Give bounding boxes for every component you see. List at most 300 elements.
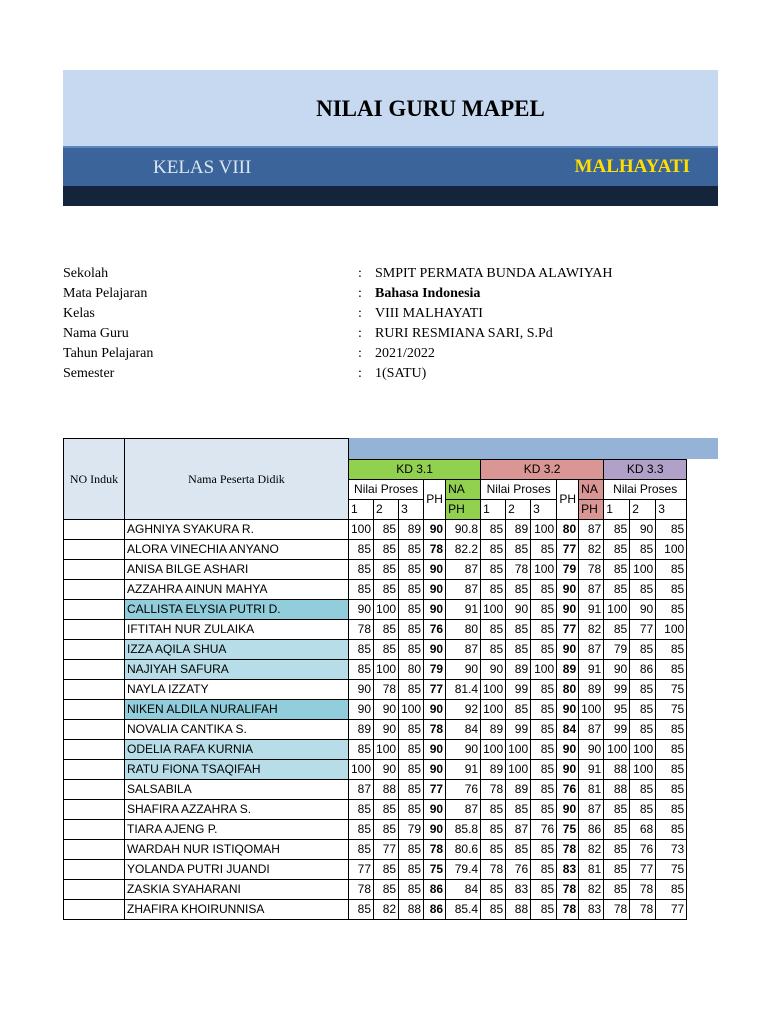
kd-3-1-sub-2: 2 xyxy=(374,500,399,520)
k2-score-cell: 100 xyxy=(531,660,557,680)
k2-score-cell: 89 xyxy=(506,780,531,800)
k1-ph-cell: 86 xyxy=(424,900,446,920)
k2-score-cell: 100 xyxy=(531,560,557,580)
k3-score-cell: 77 xyxy=(656,900,687,920)
info-colon: : xyxy=(358,366,362,381)
student-name: TIARA AJENG P. xyxy=(125,820,349,840)
k1-score-cell: 85 xyxy=(374,640,399,660)
k2-score-cell: 85 xyxy=(481,900,506,920)
student-name: NIKEN ALDILA NURALIFAH xyxy=(125,700,349,720)
k2-score-cell: 89 xyxy=(506,660,531,680)
k2-na-cell: 86 xyxy=(579,820,604,840)
k3-score-cell: 85 xyxy=(630,700,656,720)
k1-score-cell: 85 xyxy=(349,900,374,920)
k2-score-cell: 100 xyxy=(506,740,531,760)
student-name: IFTITAH NUR ZULAIKA xyxy=(125,620,349,640)
k2-na-cell: 100 xyxy=(579,700,604,720)
table-row xyxy=(64,580,687,600)
k2-score-cell: 85 xyxy=(506,840,531,860)
info-colon: : xyxy=(358,266,362,281)
table-row xyxy=(64,860,687,880)
k2-na-cell: 89 xyxy=(579,680,604,700)
k2-score-cell: 100 xyxy=(506,760,531,780)
student-name: SALSABILA xyxy=(125,780,349,800)
k1-score-cell: 85 xyxy=(374,560,399,580)
k2-na-cell: 91 xyxy=(579,660,604,680)
k2-score-cell: 99 xyxy=(506,720,531,740)
k1-ph-cell: 86 xyxy=(424,880,446,900)
k3-score-cell: 95 xyxy=(604,700,630,720)
k1-score-cell: 85 xyxy=(374,580,399,600)
k2-score-cell: 99 xyxy=(506,680,531,700)
k2-score-cell: 89 xyxy=(481,720,506,740)
k3-score-cell: 99 xyxy=(604,680,630,700)
no-induk-cell xyxy=(64,520,125,540)
k2-score-cell: 85 xyxy=(481,820,506,840)
k2-na-cell: 91 xyxy=(579,760,604,780)
student-name: ZASKIA SYAHARANI xyxy=(125,880,349,900)
k2-score-cell: 85 xyxy=(506,540,531,560)
k1-ph-cell: 90 xyxy=(424,820,446,840)
k3-score-cell: 100 xyxy=(630,740,656,760)
k1-ph-cell: 75 xyxy=(424,860,446,880)
kd-3-2-header: KD 3.2 xyxy=(481,460,604,480)
k1-score-cell: 80 xyxy=(399,660,424,680)
k1-score-cell: 85 xyxy=(399,620,424,640)
k2-score-cell: 85 xyxy=(506,620,531,640)
info-value: 1(SATU) xyxy=(375,366,427,381)
k2-score-cell: 85 xyxy=(531,600,557,620)
k1-na-cell: 90 xyxy=(446,660,481,680)
k1-score-cell: 78 xyxy=(374,680,399,700)
no-induk-cell xyxy=(64,600,125,620)
k3-score-cell: 85 xyxy=(656,760,687,780)
k2-ph-cell: 84 xyxy=(557,720,579,740)
k2-na-cell: 78 xyxy=(579,560,604,580)
k1-score-cell: 89 xyxy=(349,720,374,740)
k2-score-cell: 88 xyxy=(506,900,531,920)
k1-score-cell: 85 xyxy=(349,740,374,760)
k1-ph-cell: 78 xyxy=(424,540,446,560)
k2-score-cell: 83 xyxy=(506,880,531,900)
k2-ph-cell: 90 xyxy=(557,760,579,780)
k1-score-cell: 90 xyxy=(374,720,399,740)
k1-score-cell: 85 xyxy=(374,520,399,540)
k1-score-cell: 85 xyxy=(374,620,399,640)
k1-score-cell: 77 xyxy=(374,840,399,860)
k1-ph-cell: 90 xyxy=(424,580,446,600)
k2-score-cell: 100 xyxy=(481,600,506,620)
k2-score-cell: 85 xyxy=(506,580,531,600)
k1-score-cell: 85 xyxy=(374,860,399,880)
k3-score-cell: 90 xyxy=(604,660,630,680)
info-value: RURI RESMIANA SARI, S.Pd xyxy=(375,326,553,341)
k1-ph-cell: 90 xyxy=(424,700,446,720)
no-induk-cell xyxy=(64,880,125,900)
k2-ph-cell: 77 xyxy=(557,540,579,560)
k2-ph-cell: 90 xyxy=(557,700,579,720)
no-induk-cell xyxy=(64,820,125,840)
k2-ph-cell: 80 xyxy=(557,520,579,540)
k3-score-cell: 86 xyxy=(630,660,656,680)
k2-ph-cell: 90 xyxy=(557,640,579,660)
k3-score-cell: 85 xyxy=(656,600,687,620)
k3-score-cell: 85 xyxy=(604,860,630,880)
k2-score-cell: 85 xyxy=(531,640,557,660)
k1-score-cell: 90 xyxy=(349,680,374,700)
page-title: NILAI GURU MAPEL xyxy=(316,96,545,121)
info-value: SMPIT PERMATA BUNDA ALAWIYAH xyxy=(375,266,613,281)
k3-score-cell: 100 xyxy=(656,620,687,640)
k1-score-cell: 78 xyxy=(349,880,374,900)
k2-score-cell: 85 xyxy=(481,620,506,640)
k2-score-cell: 89 xyxy=(506,520,531,540)
k1-score-cell: 90 xyxy=(349,600,374,620)
kd-3-1-sub-1: 1 xyxy=(349,500,374,520)
k1-na-cell: 91 xyxy=(446,600,481,620)
table-row xyxy=(64,660,687,680)
k3-score-cell: 90 xyxy=(630,520,656,540)
k3-score-cell: 100 xyxy=(604,740,630,760)
no-induk-cell xyxy=(64,700,125,720)
k3-score-cell: 75 xyxy=(656,680,687,700)
k1-ph-cell: 77 xyxy=(424,780,446,800)
k3-score-cell: 100 xyxy=(630,760,656,780)
k1-score-cell: 85 xyxy=(374,540,399,560)
k2-na-cell: 87 xyxy=(579,720,604,740)
kd-3-1-sub-3: 3 xyxy=(399,500,424,520)
table-row xyxy=(64,820,687,840)
kd-3-1-nilai-proses: Nilai Proses xyxy=(349,480,424,500)
k1-score-cell: 85 xyxy=(374,820,399,840)
k2-ph-cell: 90 xyxy=(557,580,579,600)
k2-ph-cell: 78 xyxy=(557,900,579,920)
k2-ph-cell: 76 xyxy=(557,780,579,800)
k3-score-cell: 100 xyxy=(604,600,630,620)
k1-na-cell: 87 xyxy=(446,640,481,660)
k2-score-cell: 85 xyxy=(481,840,506,860)
k2-ph-cell: 90 xyxy=(557,740,579,760)
k3-score-cell: 85 xyxy=(604,820,630,840)
student-name: SHAFIRA AZZAHRA S. xyxy=(125,800,349,820)
k2-ph-cell: 90 xyxy=(557,600,579,620)
k2-score-cell: 85 xyxy=(506,800,531,820)
k1-ph-cell: 78 xyxy=(424,720,446,740)
k2-score-cell: 78 xyxy=(481,860,506,880)
k2-ph-cell: 75 xyxy=(557,820,579,840)
table-row xyxy=(64,600,687,620)
k1-ph-cell: 90 xyxy=(424,600,446,620)
k2-na-cell: 82 xyxy=(579,840,604,860)
k3-score-cell: 100 xyxy=(656,540,687,560)
k1-na-cell: 84 xyxy=(446,720,481,740)
table-row xyxy=(64,900,687,920)
class-banner xyxy=(63,146,718,186)
info-label: Kelas xyxy=(63,306,95,321)
k1-na-cell: 76 xyxy=(446,780,481,800)
k3-score-cell: 85 xyxy=(630,640,656,660)
k3-score-cell: 85 xyxy=(656,880,687,900)
no-induk-cell xyxy=(64,660,125,680)
k2-na-cell: 90 xyxy=(579,740,604,760)
k1-na-cell: 80.6 xyxy=(446,840,481,860)
table-row xyxy=(64,640,687,660)
student-name: NAYLA IZZATY xyxy=(125,680,349,700)
kd-3-1-ph: PH xyxy=(424,480,446,520)
no-induk-cell xyxy=(64,760,125,780)
k2-na-cell: 82 xyxy=(579,620,604,640)
k1-na-cell: 87 xyxy=(446,560,481,580)
k3-score-cell: 85 xyxy=(604,840,630,860)
k3-score-cell: 85 xyxy=(656,720,687,740)
k1-score-cell: 82 xyxy=(374,900,399,920)
k3-score-cell: 85 xyxy=(656,740,687,760)
no-induk-cell xyxy=(64,560,125,580)
info-colon: : xyxy=(358,286,362,301)
k2-score-cell: 78 xyxy=(506,560,531,580)
k3-score-cell: 85 xyxy=(604,620,630,640)
k1-score-cell: 77 xyxy=(349,860,374,880)
k3-score-cell: 85 xyxy=(630,780,656,800)
no-induk-cell xyxy=(64,780,125,800)
k1-score-cell: 85 xyxy=(349,580,374,600)
k2-score-cell: 85 xyxy=(481,800,506,820)
k3-score-cell: 90 xyxy=(630,600,656,620)
k1-score-cell: 100 xyxy=(374,740,399,760)
info-label: Semester xyxy=(63,366,115,381)
k1-score-cell: 85 xyxy=(349,820,374,840)
k2-na-cell: 87 xyxy=(579,580,604,600)
banner-divider xyxy=(63,186,718,206)
kd-3-1-header: KD 3.1 xyxy=(349,460,481,480)
k1-score-cell: 88 xyxy=(374,780,399,800)
k1-score-cell: 78 xyxy=(349,620,374,640)
k2-ph-cell: 79 xyxy=(557,560,579,580)
table-row xyxy=(64,720,687,740)
k2-score-cell: 85 xyxy=(506,640,531,660)
k2-score-cell: 85 xyxy=(481,520,506,540)
kd-top-spacer xyxy=(349,439,687,460)
k3-score-cell: 88 xyxy=(604,760,630,780)
k1-score-cell: 85 xyxy=(374,880,399,900)
kd-3-2-sub-1: 1 xyxy=(481,500,506,520)
header-banner xyxy=(63,70,718,146)
info-colon: : xyxy=(358,306,362,321)
k2-score-cell: 85 xyxy=(531,800,557,820)
table-row xyxy=(64,700,687,720)
k1-score-cell: 89 xyxy=(399,520,424,540)
k1-score-cell: 85 xyxy=(399,800,424,820)
student-name: NAJIYAH SAFURA xyxy=(125,660,349,680)
info-label: Mata Pelajaran xyxy=(63,286,148,301)
k2-score-cell: 85 xyxy=(481,880,506,900)
k1-score-cell: 85 xyxy=(399,680,424,700)
k2-score-cell: 100 xyxy=(481,740,506,760)
no-induk-cell xyxy=(64,720,125,740)
k1-na-cell: 80 xyxy=(446,620,481,640)
k1-na-cell: 87 xyxy=(446,800,481,820)
kd-3-2-ph: PH xyxy=(557,480,579,520)
k3-score-cell: 85 xyxy=(604,800,630,820)
info-label: Sekolah xyxy=(63,266,109,281)
table-row xyxy=(64,840,687,860)
k1-score-cell: 85 xyxy=(399,880,424,900)
k1-score-cell: 85 xyxy=(399,580,424,600)
k2-na-cell: 82 xyxy=(579,880,604,900)
kelas-label: KELAS VIII xyxy=(153,157,252,178)
student-name: AZZAHRA AINUN MAHYA xyxy=(125,580,349,600)
k1-score-cell: 85 xyxy=(399,640,424,660)
no-induk-cell xyxy=(64,680,125,700)
k1-score-cell: 100 xyxy=(374,600,399,620)
k3-score-cell: 77 xyxy=(630,620,656,640)
k2-score-cell: 100 xyxy=(481,700,506,720)
student-name: ALORA VINECHIA ANYANO xyxy=(125,540,349,560)
k2-na-cell: 82 xyxy=(579,540,604,560)
k3-score-cell: 68 xyxy=(630,820,656,840)
k3-score-cell: 85 xyxy=(656,520,687,540)
k1-score-cell: 85 xyxy=(349,840,374,860)
k3-score-cell: 85 xyxy=(656,640,687,660)
k2-score-cell: 90 xyxy=(506,600,531,620)
k2-score-cell: 100 xyxy=(531,520,557,540)
kd-3-2-sub-2: 2 xyxy=(506,500,531,520)
k1-score-cell: 85 xyxy=(399,600,424,620)
k1-ph-cell: 90 xyxy=(424,640,446,660)
k3-score-cell: 85 xyxy=(630,800,656,820)
k2-na-cell: 87 xyxy=(579,520,604,540)
k2-score-cell: 85 xyxy=(531,740,557,760)
table-row xyxy=(64,520,687,540)
k1-score-cell: 100 xyxy=(399,700,424,720)
k3-score-cell: 85 xyxy=(630,720,656,740)
k1-ph-cell: 90 xyxy=(424,520,446,540)
k2-ph-cell: 89 xyxy=(557,660,579,680)
table-row xyxy=(64,540,687,560)
k1-score-cell: 85 xyxy=(399,740,424,760)
k1-ph-cell: 90 xyxy=(424,800,446,820)
k1-ph-cell: 76 xyxy=(424,620,446,640)
k1-score-cell: 85 xyxy=(399,780,424,800)
k2-ph-cell: 90 xyxy=(557,800,579,820)
no-induk-cell xyxy=(64,740,125,760)
student-name: WARDAH NUR ISTIQOMAH xyxy=(125,840,349,860)
k2-score-cell: 85 xyxy=(531,580,557,600)
info-colon: : xyxy=(358,326,362,341)
no-induk-cell xyxy=(64,620,125,640)
k1-ph-cell: 78 xyxy=(424,840,446,860)
k2-score-cell: 85 xyxy=(531,540,557,560)
k2-score-cell: 85 xyxy=(531,860,557,880)
col-no-induk: NO Induk xyxy=(64,439,125,520)
k3-score-cell: 85 xyxy=(604,880,630,900)
grades-table xyxy=(63,438,687,920)
info-colon: : xyxy=(358,346,362,361)
k1-na-cell: 92 xyxy=(446,700,481,720)
no-induk-cell xyxy=(64,900,125,920)
k2-ph-cell: 83 xyxy=(557,860,579,880)
k1-na-cell: 90.8 xyxy=(446,520,481,540)
student-name: ANISA BILGE ASHARI xyxy=(125,560,349,580)
k2-score-cell: 90 xyxy=(481,660,506,680)
table-row xyxy=(64,760,687,780)
table-row xyxy=(64,880,687,900)
k2-na-cell: 81 xyxy=(579,780,604,800)
kd-3-3-sub-1: 1 xyxy=(604,500,630,520)
kd-3-3-header: KD 3.3 xyxy=(604,460,687,480)
k3-score-cell: 73 xyxy=(656,840,687,860)
grades-table-wrap xyxy=(63,438,692,928)
k3-score-cell: 85 xyxy=(656,660,687,680)
k2-ph-cell: 80 xyxy=(557,680,579,700)
k3-score-cell: 85 xyxy=(604,540,630,560)
k2-score-cell: 76 xyxy=(531,820,557,840)
k2-score-cell: 85 xyxy=(531,880,557,900)
kd-3-3-sub-2: 2 xyxy=(630,500,656,520)
k1-na-cell: 85.8 xyxy=(446,820,481,840)
k1-score-cell: 85 xyxy=(399,840,424,860)
k1-score-cell: 85 xyxy=(349,540,374,560)
k2-score-cell: 85 xyxy=(531,680,557,700)
k2-na-cell: 87 xyxy=(579,640,604,660)
k3-score-cell: 76 xyxy=(630,840,656,860)
k2-ph-cell: 77 xyxy=(557,620,579,640)
student-name: ZHAFIRA KHOIRUNNISA xyxy=(125,900,349,920)
k1-score-cell: 85 xyxy=(349,640,374,660)
k2-score-cell: 85 xyxy=(531,760,557,780)
k1-score-cell: 100 xyxy=(374,660,399,680)
k2-score-cell: 87 xyxy=(506,820,531,840)
info-value: VIII MALHAYATI xyxy=(375,306,483,321)
k2-na-cell: 81 xyxy=(579,860,604,880)
k3-score-cell: 78 xyxy=(630,880,656,900)
no-induk-cell xyxy=(64,540,125,560)
k1-na-cell: 84 xyxy=(446,880,481,900)
student-name: NOVALIA CANTIKA S. xyxy=(125,720,349,740)
k3-score-cell: 100 xyxy=(630,560,656,580)
k2-score-cell: 85 xyxy=(506,700,531,720)
student-name: CALLISTA ELYSIA PUTRI D. xyxy=(125,600,349,620)
k2-score-cell: 76 xyxy=(506,860,531,880)
table-row xyxy=(64,620,687,640)
k1-score-cell: 90 xyxy=(374,700,399,720)
k2-score-cell: 85 xyxy=(531,840,557,860)
k2-score-cell: 85 xyxy=(481,540,506,560)
table-row xyxy=(64,560,687,580)
k1-score-cell: 88 xyxy=(399,900,424,920)
k3-score-cell: 75 xyxy=(656,700,687,720)
k3-score-cell: 85 xyxy=(656,780,687,800)
kd-3-3-sub-3: 3 xyxy=(656,500,687,520)
k1-na-cell: 81.4 xyxy=(446,680,481,700)
k2-score-cell: 85 xyxy=(531,780,557,800)
table-row xyxy=(64,780,687,800)
k1-score-cell: 87 xyxy=(349,780,374,800)
table-row xyxy=(64,680,687,700)
k2-na-cell: 83 xyxy=(579,900,604,920)
k1-score-cell: 85 xyxy=(399,540,424,560)
info-value: 2021/2022 xyxy=(375,346,435,361)
k3-score-cell: 85 xyxy=(630,680,656,700)
student-name: YOLANDA PUTRI JUANDI xyxy=(125,860,349,880)
kd-3-1-na: NA xyxy=(446,480,481,500)
k1-na-cell: 91 xyxy=(446,760,481,780)
col-nama: Nama Peserta Didik xyxy=(125,439,349,520)
k2-ph-cell: 78 xyxy=(557,840,579,860)
k2-score-cell: 85 xyxy=(531,700,557,720)
k3-score-cell: 99 xyxy=(604,720,630,740)
kd-3-2-na: NA xyxy=(579,480,604,500)
